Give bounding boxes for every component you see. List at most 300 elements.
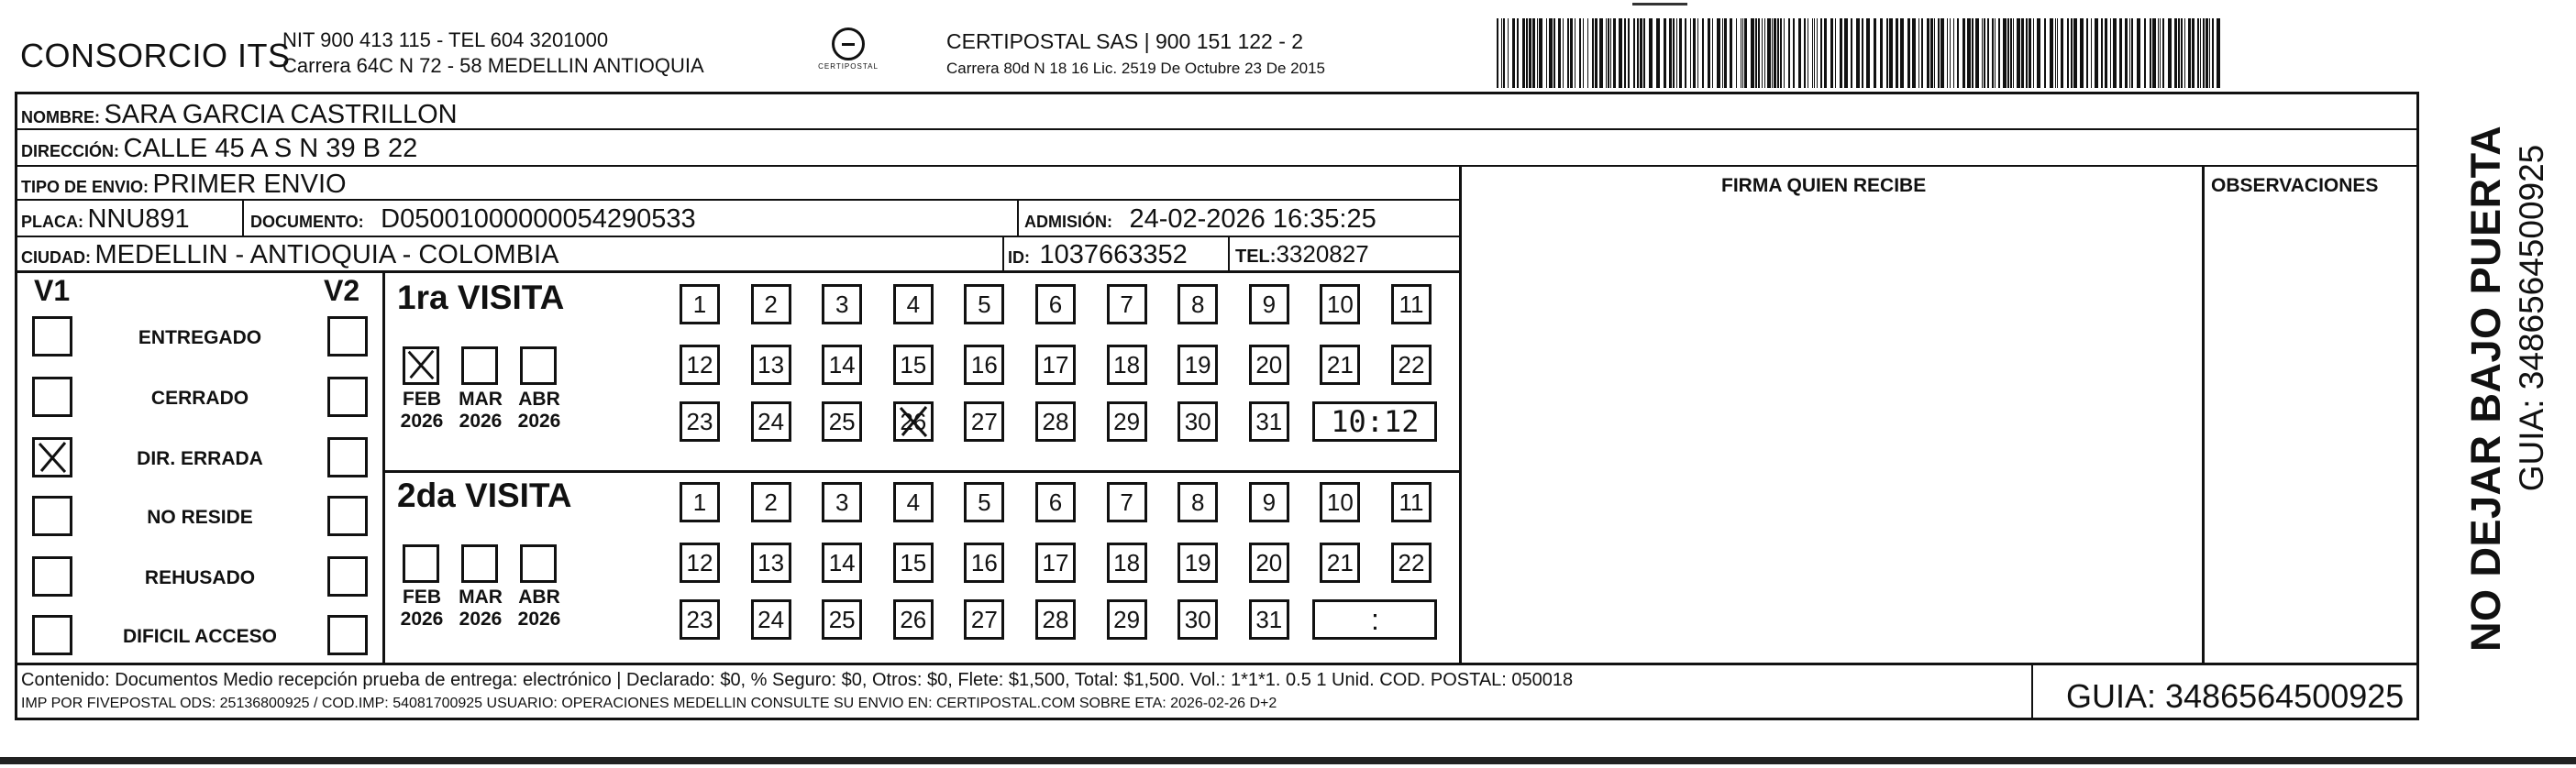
barcode-bar: [1934, 18, 1935, 88]
barcode-bar: [2125, 18, 2128, 88]
visit-day-box[interactable]: 22: [1391, 543, 1432, 583]
barcode-bar: [1583, 18, 1584, 88]
id-value: 1037663352: [1039, 240, 1188, 269]
ciudad-value: MEDELLIN - ANTIOQUIA - COLOMBIA: [94, 240, 559, 269]
barcode-bar: [2073, 18, 2077, 88]
barcode-bar: [2003, 18, 2007, 88]
barcode-bar: [1517, 18, 1519, 88]
barcode-bar: [1610, 18, 1611, 88]
side-guia: GUIA: 3486564500925: [2513, 144, 2550, 492]
barcode-bar: [1982, 18, 1983, 88]
barcode-bar: [1676, 18, 1677, 88]
barcode-bar: [1780, 18, 1782, 88]
visit-day-box[interactable]: 16: [964, 345, 1004, 385]
barcode-bar: [2119, 18, 2122, 88]
barcode-bar: [1529, 18, 1531, 88]
status-v2-checkbox[interactable]: [327, 437, 368, 477]
visit-day-box[interactable]: 17: [1035, 543, 1076, 583]
visit-day-box[interactable]: 20: [1249, 543, 1289, 583]
barcode-bar: [1501, 18, 1502, 88]
visit-day-box[interactable]: 24: [751, 599, 791, 640]
barcode-bar: [1742, 18, 1743, 88]
visit-day-box[interactable]: 5: [964, 482, 1004, 522]
barcode-bar: [1820, 18, 1822, 88]
barcode-bar: [2131, 18, 2133, 88]
id-label: ID:: [1008, 248, 1030, 267]
barcode-bar: [1900, 18, 1904, 88]
barcode-bar: [1921, 18, 1923, 88]
direccion-value: CALLE 45 A S N 39 B 22: [123, 134, 418, 163]
barcode-bar: [1724, 18, 1727, 88]
barcode-bar: [1767, 18, 1771, 88]
visit-day-box[interactable]: 15: [893, 345, 934, 385]
barcode-bar: [1953, 18, 1954, 88]
status-v1-header: V1: [34, 274, 71, 307]
barcode-bar: [1685, 18, 1686, 88]
visit-day-box[interactable]: 15: [893, 543, 934, 583]
barcode-bar: [1503, 18, 1505, 88]
barcode-bar: [1788, 18, 1790, 88]
admision-label: ADMISIÓN:: [1024, 213, 1112, 231]
barcode-bar: [1563, 18, 1564, 88]
visit-month-year: 2026: [517, 609, 561, 630]
visit-day-box[interactable]: 6: [1035, 482, 1076, 522]
company-nit: NIT 900 413 115 - TEL 604 3201000: [282, 28, 609, 51]
barcode-bar: [1619, 18, 1622, 88]
barcode-bar: [1613, 18, 1616, 88]
status-v2-checkbox[interactable]: [327, 615, 368, 655]
nombre-label: NOMBRE:: [21, 108, 100, 126]
status-label: CERRADO: [150, 388, 249, 409]
nombre-value: SARA GARCIA CASTRILLON: [104, 100, 458, 129]
placa-label: PLACA:: [21, 213, 83, 231]
status-v2-checkbox[interactable]: [327, 496, 368, 536]
barcode-bar: [1717, 18, 1720, 88]
status-v1-x-mark: [34, 439, 71, 476]
bottom-edge-line: [0, 757, 2576, 764]
barcode-bar: [2029, 18, 2031, 88]
barcode-bar: [1984, 18, 1985, 88]
visit-day-box[interactable]: 5: [964, 284, 1004, 324]
documento-value: D05001000000054290533: [381, 204, 696, 234]
barcode-bar: [1736, 18, 1737, 88]
carrier-info: [946, 27, 1325, 82]
barcode-bar: [1880, 18, 1883, 88]
barcode-bar: [1570, 18, 1573, 88]
barcode-bar: [1567, 18, 1569, 88]
barcode-bar: [1777, 18, 1779, 88]
admision-field: [1024, 204, 1376, 235]
barcode-bar: [1764, 18, 1765, 88]
visit-day-box[interactable]: 2: [751, 482, 791, 522]
status-label: REHUSADO: [144, 567, 256, 588]
status-v1-checkbox[interactable]: [32, 615, 72, 655]
status-label: DIR. ERRADA: [137, 448, 263, 469]
barcode-bar: [1755, 18, 1757, 88]
barcode-bar: [1856, 18, 1860, 88]
visit-day-box[interactable]: 28: [1035, 599, 1076, 640]
visit-day-box[interactable]: 9: [1249, 284, 1289, 324]
visit-day-box[interactable]: 25: [822, 401, 862, 442]
visit-month-checkbox[interactable]: [520, 544, 557, 583]
barcode-bar: [2192, 18, 2195, 88]
barcode-bar: [1824, 18, 1827, 88]
barcode-bar: [1606, 18, 1607, 88]
barcode-bar: [1532, 18, 1535, 88]
visit-day-box[interactable]: 1: [680, 284, 720, 324]
barcode-bar: [1992, 18, 1994, 88]
barcode-bar: [1624, 18, 1626, 88]
visit-day-box[interactable]: 8: [1177, 284, 1218, 324]
barcode-bar: [1975, 18, 1979, 88]
barcode-bar: [2091, 18, 2092, 88]
tipo-envio-value: PRIMER ENVIO: [152, 170, 347, 199]
barcode-bar: [2212, 18, 2214, 88]
barcode-bar: [1938, 18, 1940, 88]
barcode-bar: [1595, 18, 1598, 88]
barcode-bar: [2181, 18, 2183, 88]
direccion-label: DIRECCIÓN:: [21, 142, 119, 160]
visit-day-box[interactable]: 25: [822, 599, 862, 640]
barcode-bar: [1537, 18, 1538, 88]
visit-day-box[interactable]: 3: [822, 482, 862, 522]
status-v2-checkbox[interactable]: [327, 556, 368, 597]
barcode-bar: [2080, 18, 2084, 88]
visit-month-year: 2026: [400, 609, 444, 630]
barcode-bar: [1940, 18, 1944, 88]
visit-day-box[interactable]: 4: [893, 482, 934, 522]
visit-day-box[interactable]: 30: [1177, 401, 1218, 442]
barcode-bar: [1539, 18, 1542, 88]
visit-month-label: MAR 2026: [454, 587, 507, 631]
barcode-bar: [2026, 18, 2028, 88]
barcode-bar: [2101, 18, 2103, 88]
visit-day-box[interactable]: 20: [1249, 345, 1289, 385]
barcode-bar: [1599, 18, 1603, 88]
barcode-bar: [1967, 18, 1971, 88]
visit-day-box[interactable]: 18: [1107, 543, 1147, 583]
barcode-bar: [2137, 18, 2140, 88]
barcode-bar: [2160, 18, 2161, 88]
visit-month-label: MAR 2026: [454, 389, 507, 433]
visit-day-box[interactable]: 11: [1391, 482, 1432, 522]
barcode-bar: [2168, 18, 2172, 88]
barcode-bar: [2188, 18, 2191, 88]
visit-day-box[interactable]: 8: [1177, 482, 1218, 522]
seal-icon: [832, 27, 865, 60]
barcode-bar: [1702, 18, 1704, 88]
firma-header: FIRMA QUIEN RECIBE: [1721, 175, 1927, 196]
barcode-bar: [2209, 18, 2210, 88]
visit-day-box[interactable]: 21: [1320, 543, 1360, 583]
visit-month-checkbox[interactable]: [520, 346, 557, 385]
id-field: [1008, 240, 1188, 270]
barcode-bar: [1957, 18, 1959, 88]
carrier-name: CERTIPOSTAL SAS | 900 151 122 - 2: [946, 29, 1304, 53]
barcode-bar: [1758, 18, 1760, 88]
visit-month-label: FEB 2026: [395, 389, 448, 433]
visit-day-box[interactable]: 6: [1035, 284, 1076, 324]
visit-day-box[interactable]: 27: [964, 401, 1004, 442]
visit-month-year: 2026: [459, 609, 503, 630]
barcode-bar: [2071, 18, 2073, 88]
visit-month-checkbox[interactable]: [403, 544, 439, 583]
barcode-bar: [1762, 18, 1763, 88]
visit-day-box[interactable]: 31: [1249, 401, 1289, 442]
visit-day-box[interactable]: 12: [680, 543, 720, 583]
barcode-bar: [2033, 18, 2034, 88]
barcode-bar: [1628, 18, 1630, 88]
documento-field: [250, 204, 696, 235]
barcode-bar: [1774, 18, 1776, 88]
barcode-bar: [1866, 18, 1870, 88]
barcode-bar: [1851, 18, 1852, 88]
brand-name: CONSORCIO ITS: [20, 37, 291, 74]
barcode-bar: [1592, 18, 1594, 88]
visit-day-box[interactable]: 14: [822, 543, 862, 583]
visit-day-box[interactable]: 22: [1391, 345, 1432, 385]
barcode-bar: [2174, 18, 2177, 88]
certipostal-seal-logo: [807, 27, 890, 81]
visit-day-box[interactable]: 26: [893, 401, 934, 442]
barcode-bar: [2017, 18, 2020, 88]
visit-day-box[interactable]: 17: [1035, 345, 1076, 385]
barcode-bar: [1587, 18, 1588, 88]
barcode-bar: [2007, 18, 2009, 88]
visit-month-checkbox[interactable]: [461, 544, 498, 583]
header: [0, 0, 2576, 88]
barcode-bar: [1927, 18, 1929, 88]
barcode-bar: [2086, 18, 2088, 88]
visit-month-year: 2026: [459, 411, 503, 432]
barcode-bar: [1637, 18, 1639, 88]
barcode-bar: [1947, 18, 1948, 88]
visit-day-box[interactable]: 12: [680, 345, 720, 385]
visit-day-box[interactable]: 16: [964, 543, 1004, 583]
status-label: ENTREGADO: [138, 327, 262, 348]
barcode-bar: [1579, 18, 1581, 88]
visit-day-box[interactable]: 27: [964, 599, 1004, 640]
barcode-bar: [2044, 18, 2046, 88]
barcode-bar: [1793, 18, 1795, 88]
barcode-bar: [1643, 18, 1645, 88]
visit-day-box[interactable]: 29: [1107, 599, 1147, 640]
barcode-bar: [2217, 18, 2220, 88]
barcode-bar: [2095, 18, 2098, 88]
barcode-bar: [1814, 18, 1815, 88]
visit-day-box[interactable]: 28: [1035, 401, 1076, 442]
barcode-bar: [2152, 18, 2156, 88]
ciudad-field: [21, 240, 558, 270]
barcode-bar: [2113, 18, 2117, 88]
barcode: [1497, 18, 2230, 88]
visit-day-box[interactable]: 7: [1107, 284, 1147, 324]
barcode-bar: [1912, 18, 1916, 88]
visit-time-box[interactable]: :: [1312, 599, 1437, 640]
barcode-bar: [1673, 18, 1675, 88]
nombre-field: [21, 100, 458, 130]
visit-month-year: 2026: [517, 411, 561, 432]
barcode-bar: [2037, 18, 2040, 88]
visit-month-label: FEB 2026: [395, 587, 448, 631]
barcode-bar: [1798, 18, 1801, 88]
status-v1-checkbox[interactable]: [32, 556, 72, 597]
visit-day-box[interactable]: 26: [893, 599, 934, 640]
visit-day-box[interactable]: 19: [1177, 345, 1218, 385]
admision-value: 24-02-2026 16:35:25: [1129, 204, 1376, 234]
visit-day-box[interactable]: 3: [822, 284, 862, 324]
visit-day-box[interactable]: 10: [1320, 482, 1360, 522]
barcode-bar: [1987, 18, 1989, 88]
visit-month-label: ABR 2026: [513, 587, 566, 631]
visit-day-box[interactable]: 7: [1107, 482, 1147, 522]
barcode-bar: [2129, 18, 2130, 88]
barcode-bar: [1679, 18, 1682, 88]
visit-day-box[interactable]: 19: [1177, 543, 1218, 583]
barcode-bar: [1744, 18, 1747, 88]
barcode-bar: [1896, 18, 1898, 88]
barcode-bar: [2110, 18, 2111, 88]
barcode-bar: [1998, 18, 2000, 88]
barcode-bar: [1862, 18, 1863, 88]
visit-title: 1ra VISITA: [397, 279, 565, 316]
tipo-envio-label: TIPO DE ENVIO:: [21, 178, 149, 196]
company-info: [282, 27, 704, 79]
barcode-bar: [2105, 18, 2107, 88]
visit-day-box[interactable]: 11: [1391, 284, 1432, 324]
barcode-bar: [2010, 18, 2012, 88]
visit-day-box[interactable]: 14: [822, 345, 862, 385]
visit-day-box[interactable]: 30: [1177, 599, 1218, 640]
barcode-bar: [1830, 18, 1833, 88]
barcode-bar: [1712, 18, 1713, 88]
barcode-bar: [1751, 18, 1754, 88]
barcode-bar: [1669, 18, 1672, 88]
barcode-bar: [2206, 18, 2208, 88]
visit-day-box[interactable]: 18: [1107, 345, 1147, 385]
barcode-bar: [1722, 18, 1723, 88]
barcode-bar: [1697, 18, 1698, 88]
barcode-bar: [1812, 18, 1813, 88]
barcode-bar: [2144, 18, 2146, 88]
visit-month-x-mark: [404, 347, 438, 382]
visit-day-box[interactable]: 13: [751, 345, 791, 385]
barcode-bar: [2061, 18, 2063, 88]
barcode-bar: [2050, 18, 2053, 88]
visit-month-checkbox[interactable]: [461, 346, 498, 385]
status-v2-header: V2: [324, 274, 360, 307]
barcode-bar: [1546, 18, 1547, 88]
barcode-bar: [2150, 18, 2151, 88]
barcode-bar: [1730, 18, 1732, 88]
barcode-bar: [1950, 18, 1951, 88]
status-label: DIFICIL ACCESO: [122, 626, 277, 647]
barcode-bar: [1508, 18, 1509, 88]
barcode-bar: [1817, 18, 1818, 88]
barcode-bar: [1844, 18, 1848, 88]
barcode-bar: [1840, 18, 1842, 88]
visit-day-box[interactable]: 21: [1320, 345, 1360, 385]
barcode-bar: [1930, 18, 1933, 88]
visit-day-box[interactable]: 9: [1249, 482, 1289, 522]
visit-day-x-mark: [895, 403, 932, 440]
barcode-bar: [1608, 18, 1609, 88]
visit-day-box[interactable]: 2: [751, 284, 791, 324]
visit-time-box[interactable]: 10:12: [1312, 401, 1437, 442]
status-v1-checkbox[interactable]: [32, 316, 72, 357]
tel-value: 3320827: [1276, 240, 1369, 268]
visit-day-box[interactable]: 10: [1320, 284, 1360, 324]
status-v1-checkbox[interactable]: [32, 377, 72, 417]
placa-field: [21, 204, 190, 235]
visit-day-box[interactable]: 4: [893, 284, 934, 324]
barcode-bar: [1649, 18, 1653, 88]
status-v1-checkbox[interactable]: [32, 496, 72, 536]
barcode-bar: [2197, 18, 2199, 88]
barcode-bar: [1772, 18, 1773, 88]
barcode-bar: [1497, 18, 1498, 88]
barcode-bar: [1522, 18, 1525, 88]
visit-day-box[interactable]: 24: [751, 401, 791, 442]
barcode-bar: [1972, 18, 1973, 88]
visit-day-box[interactable]: 1: [680, 482, 720, 522]
barcode-bar: [1553, 18, 1555, 88]
barcode-bar: [2055, 18, 2056, 88]
barcode-bar: [2200, 18, 2201, 88]
barcode-bar: [2067, 18, 2069, 88]
barcode-bar: [1918, 18, 1919, 88]
status-label: NO RESIDE: [147, 507, 253, 528]
documento-label: DOCUMENTO:: [250, 213, 364, 231]
barcode-bar: [1633, 18, 1635, 88]
visit-title: 2da VISITA: [397, 477, 572, 514]
footer-contenido: Contenido: Documentos Medio recepción prueba de entrega: electrónico | Declarado: $0, % Seguro: $0, Otros: $0, Flete: $1,500, Total: $1,500. Vol.: 1*1*1. 0.5 1 Unid. COD. POSTAL: 050018: [21, 670, 1574, 690]
barcode-bar: [2184, 18, 2185, 88]
barcode-bar: [1526, 18, 1528, 88]
barcode-bar: [2203, 18, 2205, 88]
barcode-bar: [1886, 18, 1888, 88]
barcode-bar: [1512, 18, 1515, 88]
visit-day-box[interactable]: 23: [680, 599, 720, 640]
barcode-bar: [1656, 18, 1660, 88]
status-v2-checkbox[interactable]: [327, 377, 368, 417]
seal-caption: CERTIPOSTAL: [818, 62, 879, 71]
barcode-bar: [1690, 18, 1691, 88]
barcode-bar: [1558, 18, 1561, 88]
tel-field: [1235, 240, 1369, 269]
placa-value: NNU891: [87, 204, 190, 234]
barcode-bar: [1549, 18, 1553, 88]
visit-day-box[interactable]: 23: [680, 401, 720, 442]
barcode-bar: [2013, 18, 2014, 88]
visit-day-box[interactable]: 29: [1107, 401, 1147, 442]
barcode-bar: [1784, 18, 1785, 88]
status-v2-checkbox[interactable]: [327, 316, 368, 357]
barcode-bar: [1804, 18, 1806, 88]
ciudad-label: CIUDAD:: [21, 248, 91, 267]
visit-day-box[interactable]: 31: [1249, 599, 1289, 640]
barcode-bar: [1835, 18, 1836, 88]
barcode-bar: [2021, 18, 2024, 88]
barcode-bar: [1889, 18, 1893, 88]
tel-label: TEL:: [1235, 247, 1277, 267]
footer-guia: GUIA: 3486564500925: [2066, 677, 2405, 715]
barcode-bar: [1640, 18, 1642, 88]
barcode-bar: [1874, 18, 1876, 88]
barcode-bar: [2057, 18, 2058, 88]
visit-day-box[interactable]: 13: [751, 543, 791, 583]
barcode-bar: [2158, 18, 2159, 88]
